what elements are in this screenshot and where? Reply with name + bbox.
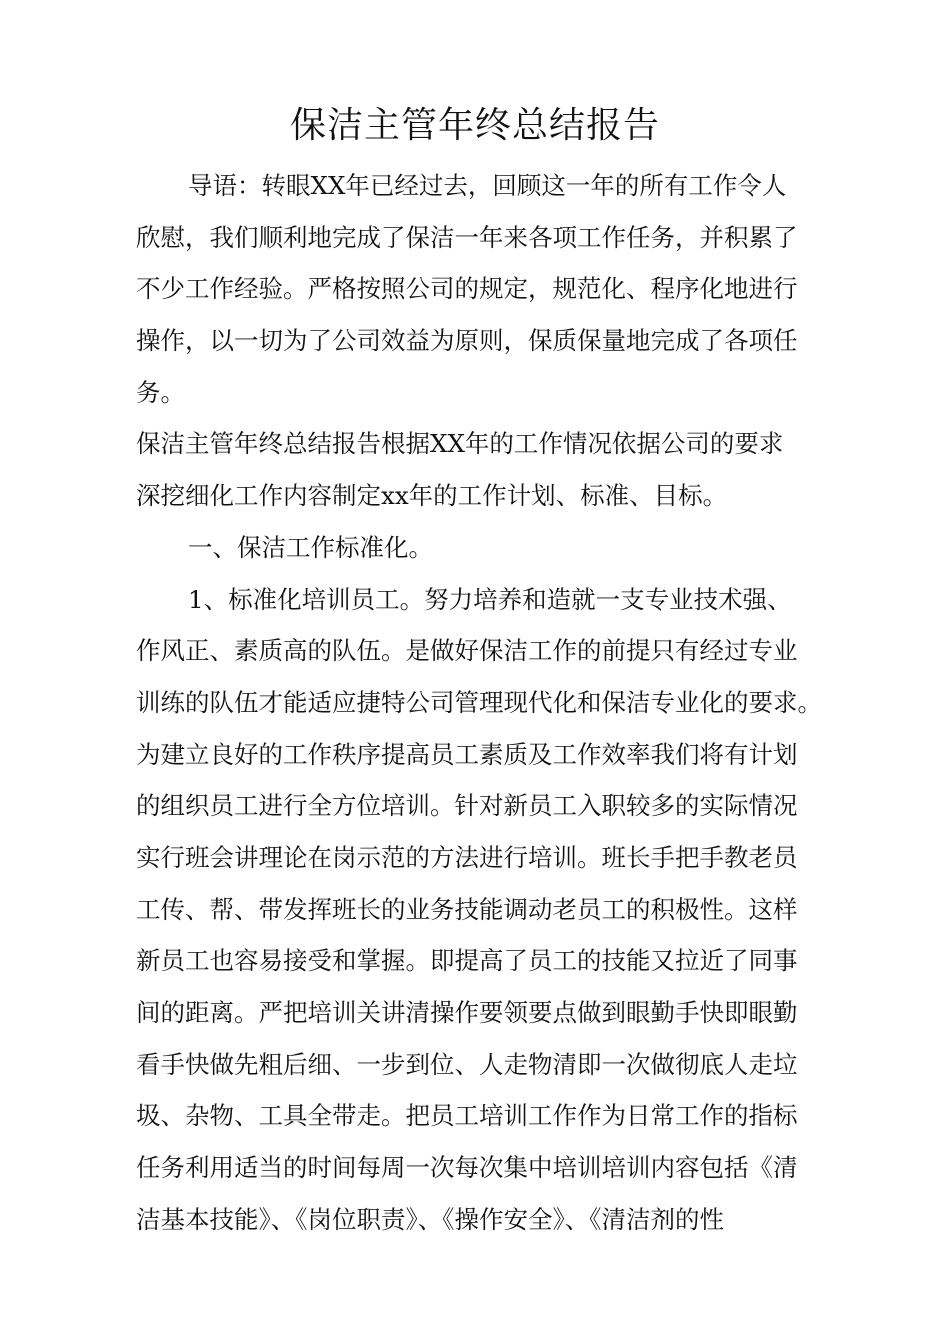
text-line: 看手快做先粗后细、一步到位、人走物清即一次做彻底人走垃 bbox=[136, 1049, 798, 1079]
text-line: 的组织员工进行全方位培训。针对新员工入职较多的实际情况 bbox=[136, 791, 798, 821]
document-title: 保洁主管年终总结报告 bbox=[289, 105, 660, 146]
text-line: 务。 bbox=[136, 377, 185, 407]
text-line: 操作，以一切为了公司效益为原则，保质保量地完成了各项任 bbox=[136, 326, 798, 356]
text-line: 1、标准化培训员工。努力培养和造就一支专业技术强、 bbox=[188, 584, 792, 614]
text-line: 欣慰，我们顺利地完成了保洁一年来各项工作任务，并积累了 bbox=[136, 222, 798, 252]
text-line: 洁基本技能》、《岗位职责》、《操作安全》、《清洁剂的性 bbox=[136, 1204, 724, 1234]
document-body bbox=[136, 160, 836, 1245]
text-line: 新员工也容易接受和掌握。即提高了员工的技能又拉近了同事 bbox=[136, 946, 798, 976]
text-line: 深挖细化工作内容制定xx年的工作计划、标准、目标。 bbox=[136, 481, 728, 511]
text-line: 任务利用适当的时间每周一次每次集中培训培训内容包括《清 bbox=[136, 1153, 798, 1183]
text-line: 工传、帮、带发挥班长的业务技能调动老员工的积极性。这样 bbox=[136, 894, 798, 924]
text-line: 训练的队伍才能适应捷特公司管理现代化和保洁专业化的要求。 bbox=[136, 687, 822, 717]
text-line: 间的距离。严把培训关讲清操作要领要点做到眼勤手快即眼勤 bbox=[136, 998, 798, 1027]
section-heading: 一、保洁工作标准化。 bbox=[188, 532, 433, 562]
text-line: 导语：转眼XX年已经过去，回顾这一年的所有工作令人 bbox=[188, 171, 787, 200]
text-line: 圾、杂物、工具全带走。把员工培训工作作为日常工作的指标 bbox=[136, 1101, 798, 1131]
text-line: 作风正、素质高的队伍。是做好保洁工作的前提只有经过专业 bbox=[136, 636, 798, 666]
text-line: 为建立良好的工作秩序提高员工素质及工作效率我们将有计划 bbox=[136, 739, 798, 769]
text-line: 保洁主管年终总结报告根据XX年的工作情况依据公司的要求 bbox=[136, 429, 784, 459]
text-line: 不少工作经验。严格按照公司的规定，规范化、程序化地进行 bbox=[136, 274, 798, 304]
text-line: 实行班会讲理论在岗示范的方法进行培训。班长手把手教老员 bbox=[136, 842, 798, 872]
